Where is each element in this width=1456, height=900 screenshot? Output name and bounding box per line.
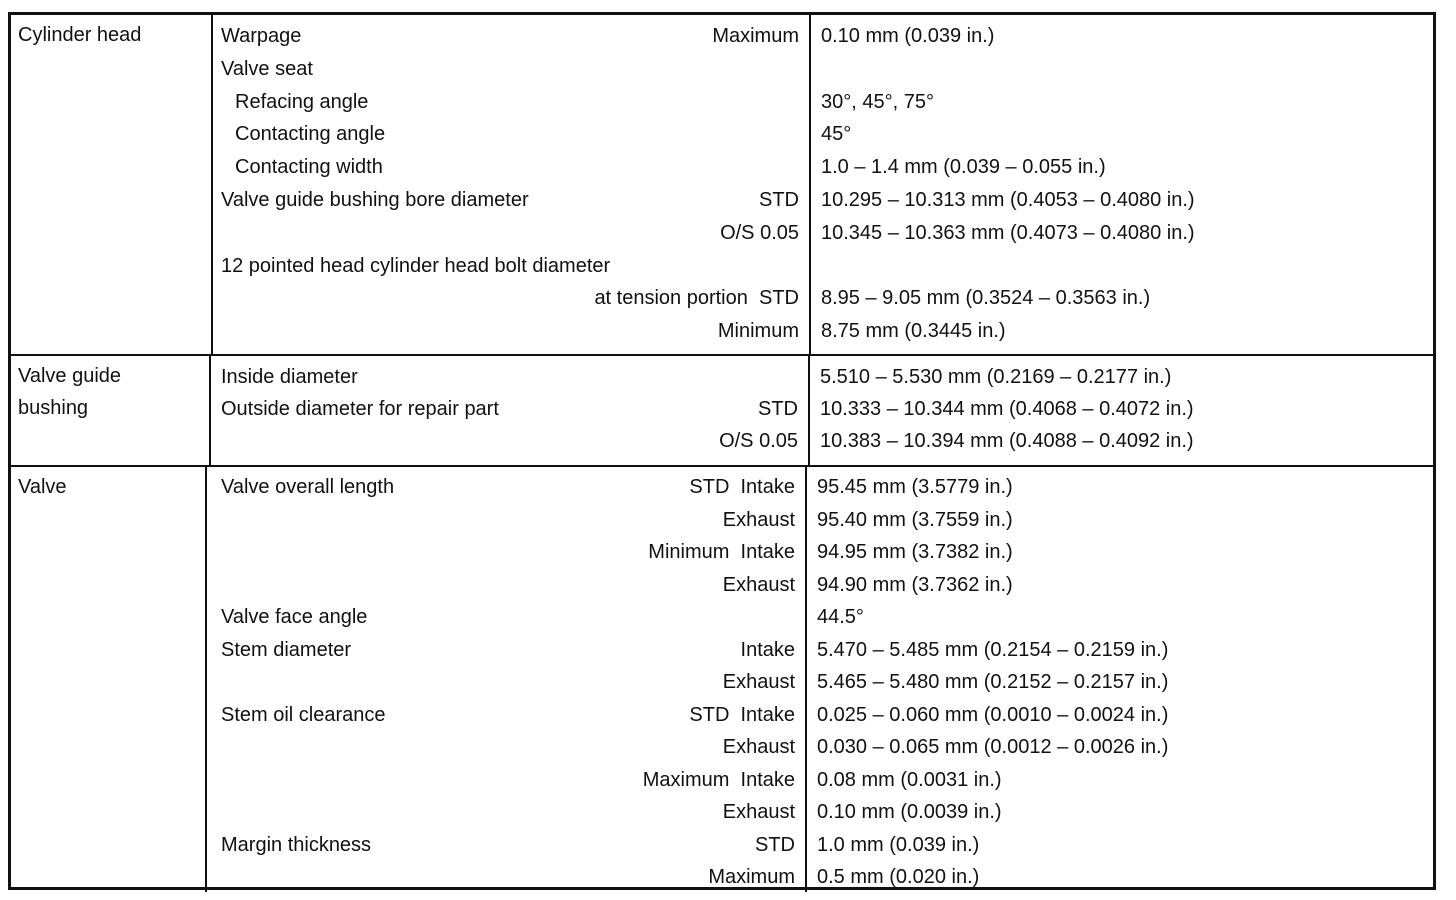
category-label: Valve guide [18, 365, 122, 387]
spec-value: 10.295 – 10.313 mm (0.4053 – 0.4080 in.) [821, 189, 1195, 211]
spec-condition: Exhaust [722, 509, 795, 531]
spec-condition: O/S 0.05 [720, 222, 799, 244]
spec-value: 1.0 mm (0.039 in.) [817, 834, 980, 856]
spec-value: 94.90 mm (3.7362 in.) [817, 574, 1013, 596]
spec-value: 10.383 – 10.394 mm (0.4088 – 0.4092 in.) [820, 430, 1194, 452]
spec-condition: Intake [740, 639, 795, 661]
spec-value: 5.470 – 5.485 mm (0.2154 – 0.2159 in.) [817, 639, 1169, 661]
spec-condition: STD [755, 834, 795, 856]
column-divider-category [205, 467, 207, 892]
spec-value: 95.40 mm (3.7559 in.) [817, 509, 1013, 531]
spec-condition: Maximum Intake [642, 769, 795, 791]
section-2 [11, 354, 1433, 467]
spec-value: 8.95 – 9.05 mm (0.3524 – 0.3563 in.) [821, 287, 1151, 309]
spec-value: 10.345 – 10.363 mm (0.4073 – 0.4080 in.) [821, 222, 1195, 244]
spec-item: Stem diameter [221, 639, 352, 661]
spec-item: 12 pointed head cylinder head bolt diameter [221, 255, 611, 277]
spec-condition: Exhaust [722, 801, 795, 823]
section-3 [11, 465, 1433, 892]
spec-condition: STD [758, 398, 798, 420]
spec-condition: Exhaust [722, 671, 795, 693]
category-label: Valve [18, 476, 67, 498]
spec-subitem: Contacting angle [235, 123, 386, 145]
spec-condition: STD [759, 189, 799, 211]
spec-value: 94.95 mm (3.7382 in.) [817, 541, 1013, 563]
spec-value: 0.030 – 0.065 mm (0.0012 – 0.0026 in.) [817, 736, 1169, 758]
spec-condition: STD Intake [689, 476, 795, 498]
spec-condition: STD Intake [689, 704, 795, 726]
spec-condition: Minimum [717, 320, 799, 342]
spec-item: Outside diameter for repair part [221, 398, 499, 420]
spec-item: Valve face angle [221, 606, 368, 628]
spec-value: 0.025 – 0.060 mm (0.0010 – 0.0024 in.) [817, 704, 1169, 726]
spec-value: 95.45 mm (3.5779 in.) [817, 476, 1013, 498]
spec-condition: Maximum [712, 25, 799, 47]
category-label: bushing [18, 397, 89, 419]
spec-item: Inside diameter [221, 366, 358, 388]
spec-item: Valve overall length [221, 476, 395, 498]
column-divider-value [805, 467, 807, 892]
specification-table [8, 12, 1436, 890]
section-1 [11, 15, 1433, 354]
spec-value: 0.5 mm (0.020 in.) [817, 866, 980, 888]
spec-value: 5.465 – 5.480 mm (0.2152 – 0.2157 in.) [817, 671, 1169, 693]
column-divider-value [809, 15, 811, 354]
spec-condition: at tension portion STD [594, 287, 799, 309]
spec-item: Valve seat [221, 58, 313, 80]
spec-condition: Exhaust [722, 574, 795, 596]
spec-item: Stem oil clearance [221, 704, 386, 726]
category-label: Cylinder head [18, 24, 142, 46]
spec-subitem: Contacting width [235, 156, 383, 178]
spec-value: 5.510 – 5.530 mm (0.2169 – 0.2177 in.) [820, 366, 1172, 388]
column-divider-category [211, 15, 213, 354]
spec-value: 1.0 – 1.4 mm (0.039 – 0.055 in.) [821, 156, 1106, 178]
spec-item: Valve guide bushing bore diameter [221, 189, 529, 211]
spec-value: 10.333 – 10.344 mm (0.4068 – 0.4072 in.) [820, 398, 1194, 420]
spec-condition: Exhaust [722, 736, 795, 758]
spec-condition: Minimum Intake [648, 541, 795, 563]
spec-value: 30°, 45°, 75° [821, 91, 934, 113]
spec-value: 44.5° [817, 606, 864, 628]
spec-item: Warpage [221, 25, 302, 47]
spec-subitem: Refacing angle [235, 91, 369, 113]
spec-condition: O/S 0.05 [719, 430, 798, 452]
spec-item: Margin thickness [221, 834, 372, 856]
spec-value: 45° [821, 123, 852, 145]
column-divider-category [209, 356, 211, 467]
spec-value: 0.08 mm (0.0031 in.) [817, 769, 1002, 791]
spec-value: 0.10 mm (0.039 in.) [821, 25, 995, 47]
spec-value: 0.10 mm (0.0039 in.) [817, 801, 1002, 823]
column-divider-value [808, 356, 810, 467]
spec-value: 8.75 mm (0.3445 in.) [821, 320, 1006, 342]
spec-condition: Maximum [708, 866, 795, 888]
